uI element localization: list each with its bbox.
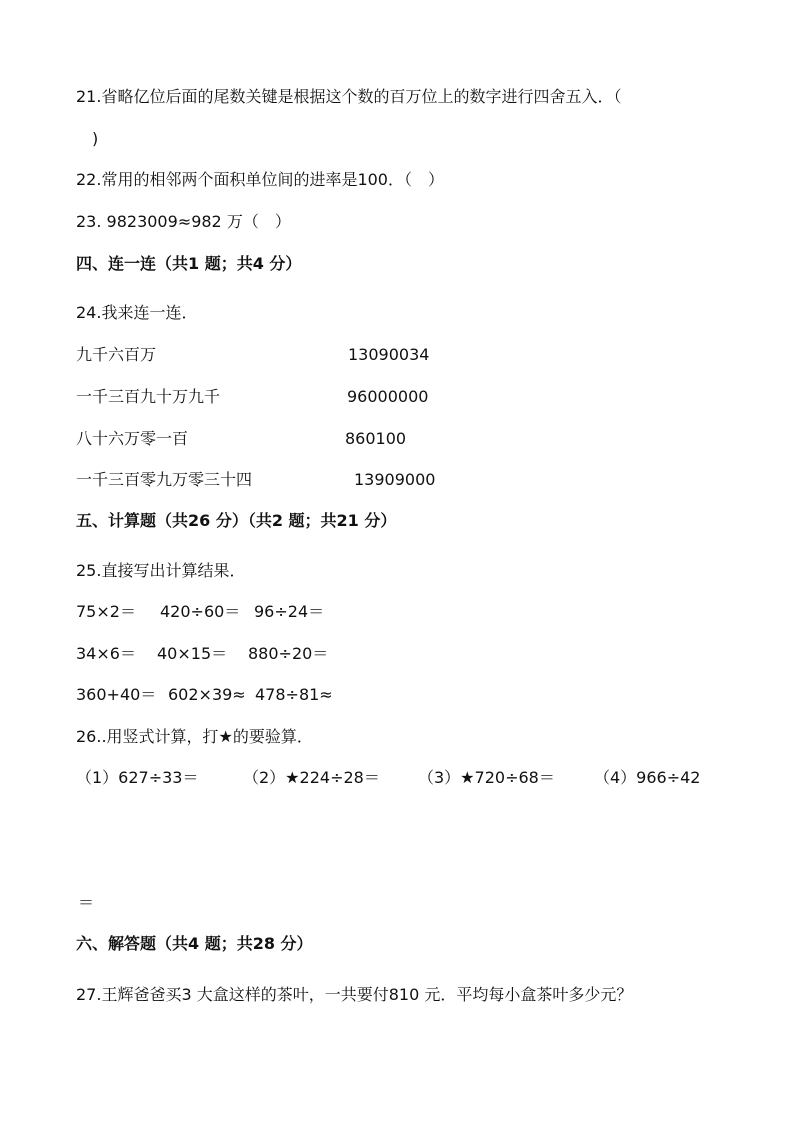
question-27: 27.王辉爸爸买3 大盒这样的茶叶，一共要付810 元．平均每小盒茶叶多少元？: [76, 985, 633, 1004]
calc-item: 602×39≈: [168, 685, 246, 704]
calc-item: 880÷20＝: [248, 644, 329, 663]
question-22: 22.常用的相邻两个面积单位间的进率是100．（ ）: [76, 170, 444, 189]
vertical-calc-item: （3）★720÷68＝: [418, 768, 555, 787]
match-right-item[interactable]: 860100: [345, 429, 407, 448]
calc-item: 34×6＝: [76, 644, 136, 663]
match-left-item[interactable]: 八十六万零一百: [76, 429, 189, 448]
vertical-calc-item: （1）627÷33＝: [76, 768, 199, 787]
calc-item: 96÷24＝: [254, 602, 325, 621]
question-26-prompt: 26..用竖式计算，打★的要验算．: [76, 727, 313, 746]
match-left-item[interactable]: 九千六百万: [76, 345, 157, 364]
question-23: 23. 9823009≈982 万（ ）: [76, 212, 291, 231]
match-left-item[interactable]: 一千三百九十万九千: [76, 387, 221, 406]
match-right-item[interactable]: 96000000: [347, 387, 429, 406]
question-24-prompt: 24.我来连一连．: [76, 303, 198, 322]
vertical-calc-item: （4）966÷42: [594, 768, 701, 787]
calc-item: 40×15＝: [157, 644, 228, 663]
question-25-prompt: 25.直接写出计算结果．: [76, 561, 246, 580]
section-4-heading: 四、连一连（共1 题；共4 分）: [76, 254, 302, 273]
match-right-item[interactable]: 13090034: [348, 345, 430, 364]
calc-item: 75×2＝: [76, 602, 136, 621]
vertical-calc-equals: ＝: [78, 893, 95, 912]
calc-item: 420÷60＝: [160, 602, 241, 621]
section-5-heading: 五、计算题（共26 分）（共2 题；共21 分）: [76, 511, 397, 530]
match-left-item[interactable]: 一千三百零九万零三十四: [76, 470, 253, 489]
match-right-item[interactable]: 13909000: [354, 470, 436, 489]
section-6-heading: 六、解答题（共4 题；共28 分）: [76, 934, 313, 953]
question-21-bracket: ): [92, 129, 99, 148]
vertical-calc-item: （2）★224÷28＝: [243, 768, 380, 787]
question-21: 21.省略亿位后面的尾数关键是根据这个数的百万位上的数字进行四舍五入．（: [76, 87, 622, 106]
calc-item: 478÷81≈: [255, 685, 333, 704]
calc-item: 360+40＝: [76, 685, 157, 704]
